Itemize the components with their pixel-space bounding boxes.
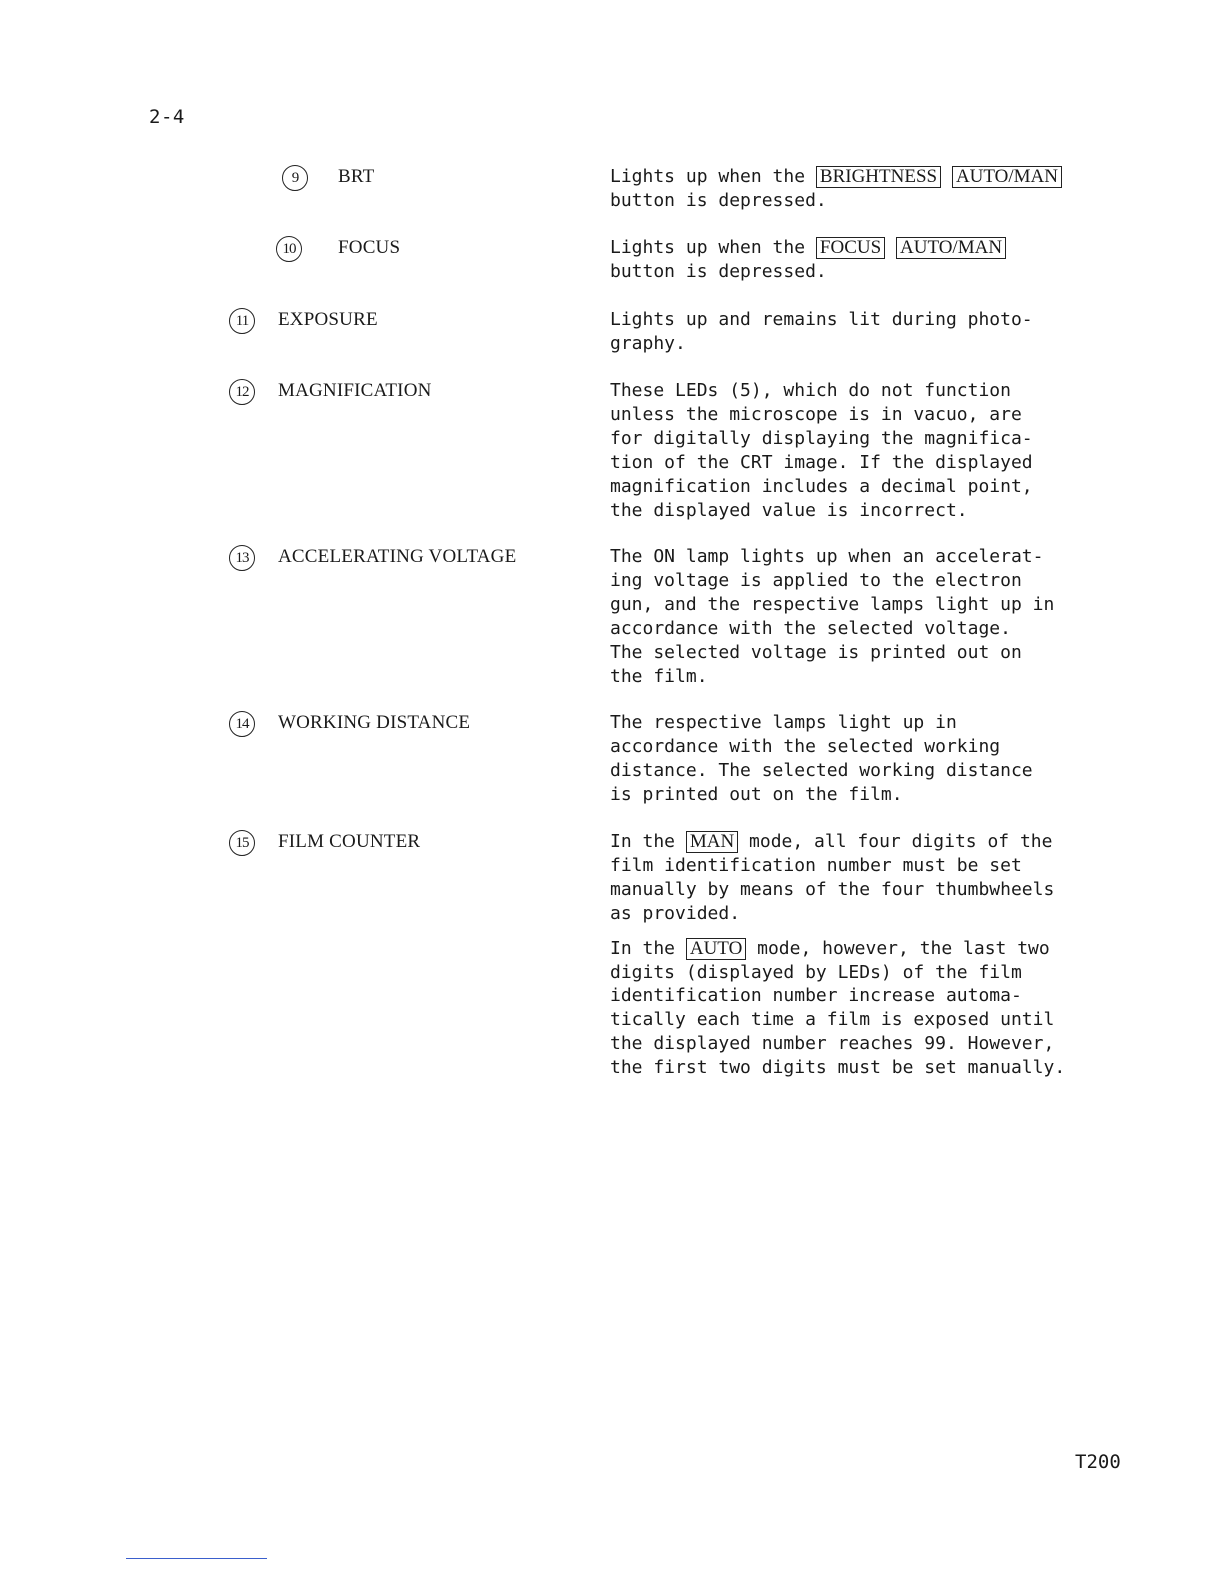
item-number-12: 12 [229, 379, 255, 405]
desc-text: button is depressed. [610, 189, 827, 211]
film-counter-man-paragraph [610, 830, 1120, 926]
item-description-brt [610, 165, 1120, 213]
bottom-rule [126, 1558, 267, 1559]
item-number-13: 13 [229, 545, 255, 571]
film-counter-auto-paragraph [610, 937, 1120, 1080]
desc-line: tion of the CRT image. If the displayed [610, 451, 1033, 473]
desc-line: the displayed value is incorrect. [610, 499, 968, 521]
desc-line: accordance with the selected voltage. [610, 617, 1011, 639]
desc-line: distance. The selected working distance [610, 759, 1033, 781]
desc-line: as provided. [610, 902, 741, 924]
item-description-focus [610, 236, 1120, 284]
desc-text: mode, however, the last two [746, 937, 1050, 959]
item-name-film-counter: FILM COUNTER [278, 831, 421, 852]
item-description-exposure [610, 308, 1120, 356]
desc-text: button is depressed. [610, 260, 827, 282]
brightness-key-label: BRIGHTNESS [816, 166, 941, 188]
desc-line: graphy. [610, 332, 686, 354]
item-number-14: 14 [229, 711, 255, 737]
desc-line: the film. [610, 665, 708, 687]
desc-line: digits (displayed by LEDs) of the film [610, 961, 1022, 983]
desc-text: Lights up when the [610, 166, 816, 187]
item-description-working-distance [610, 711, 1120, 807]
auto-man-key-label: AUTO/MAN [952, 166, 1062, 188]
desc-line: accordance with the selected working [610, 735, 1001, 757]
desc-line: ing voltage is applied to the electron [610, 569, 1022, 591]
item-number-9: 9 [282, 165, 308, 191]
page-number: 2-4 [149, 106, 185, 128]
item-description-magnification [610, 379, 1120, 522]
item-name-brt: BRT [338, 166, 375, 187]
desc-text: In the [610, 937, 686, 959]
desc-line: for digitally displaying the magnifica- [610, 427, 1033, 449]
item-name-working-distance: WORKING DISTANCE [278, 712, 471, 733]
desc-line: tically each time a film is exposed until [610, 1009, 1055, 1031]
desc-line: identification number increase automa- [610, 985, 1022, 1007]
auto-key-label: AUTO [686, 938, 746, 960]
desc-line: the displayed number reaches 99. However, [610, 1033, 1055, 1055]
item-number-10: 10 [276, 236, 302, 262]
desc-line: These LEDs (5), which do not function [610, 380, 1011, 401]
item-number-15: 15 [229, 830, 255, 856]
desc-text: In the [610, 831, 686, 852]
man-key-label: MAN [686, 831, 738, 853]
desc-text: mode, all four digits of the [738, 831, 1053, 852]
item-name-exposure: EXPOSURE [278, 309, 378, 330]
desc-line: film identification number must be set [610, 854, 1022, 876]
item-description-film-counter [610, 830, 1120, 1080]
desc-text: Lights up when the [610, 237, 816, 258]
item-name-accelerating-voltage: ACCELERATING VOLTAGE [278, 546, 517, 567]
desc-line: The ON lamp lights up when an accelerat- [610, 546, 1044, 567]
desc-line: gun, and the respective lamps light up in [610, 593, 1055, 615]
desc-line: Lights up and remains lit during photo- [610, 309, 1033, 330]
desc-line: manually by means of the four thumbwheels [610, 878, 1055, 900]
desc-line: unless the microscope is in vacuo, are [610, 403, 1022, 425]
item-name-magnification: MAGNIFICATION [278, 380, 432, 401]
document-code: T200 [1075, 1451, 1121, 1473]
auto-man-key-label: AUTO/MAN [896, 237, 1006, 259]
focus-key-label: FOCUS [816, 237, 885, 259]
item-name-focus: FOCUS [338, 237, 401, 258]
item-number-11: 11 [229, 308, 255, 334]
desc-line: The selected voltage is printed out on [610, 641, 1022, 663]
desc-line: magnification includes a decimal point, [610, 475, 1033, 497]
desc-line: the first two digits must be set manually. [610, 1057, 1066, 1079]
desc-line: The respective lamps light up in [610, 712, 957, 733]
desc-line: is printed out on the film. [610, 783, 903, 805]
item-description-accelerating-voltage [610, 545, 1120, 688]
